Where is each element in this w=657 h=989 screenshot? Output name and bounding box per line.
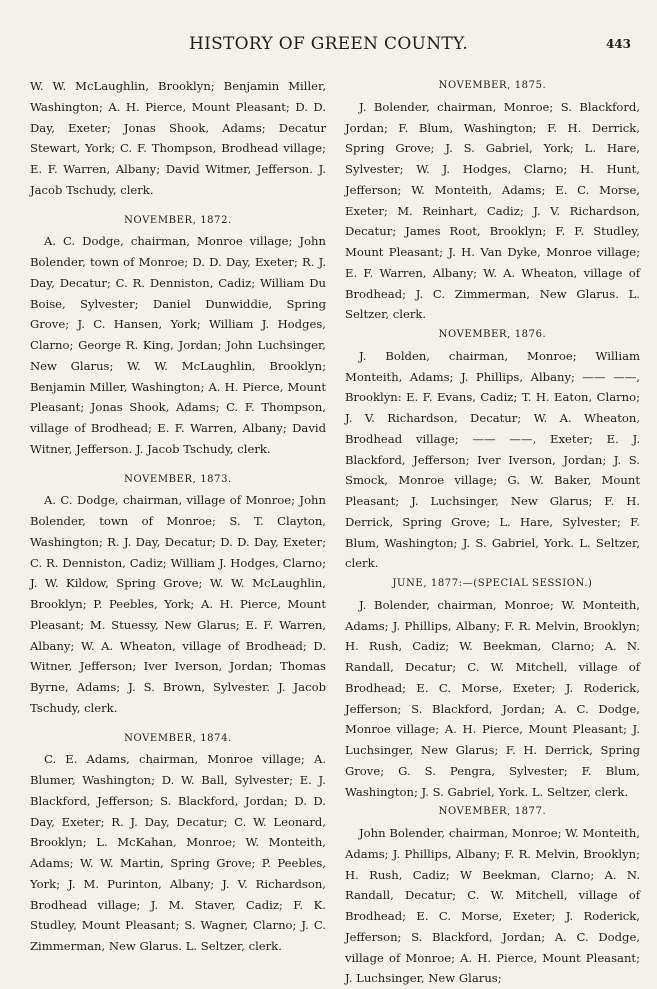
paragraph-nov-1872: A. C. Dodge, chairman, Monroe village; John Bolender, town of Monroe; D. D. Day, Exeter; R. J. Day, Decatur; C. R. Denniston, Cadiz; William Du Boise, Sylvester; Daniel Dunwiddie, Spring Grove; J. C. Hansen, York; William J. Hodges, Clarno; George R. King, Jordan; John Luchsinger, New Glarus; W. W. McLaughlin, Brooklyn; Benjamin Miller, Washington; A. H. Pierce, Mount Pleasant; Jonas Shook, Adams; C. F. Thompson, village of Brodhead; E. F. Warren, Albany; David Witner, Jefferson. J. Jacob Tschudy, clerk.	[30, 234, 326, 456]
paragraph-nov-1877: John Bolender, chairman, Monroe; W. Monteith, Adams; J. Phillips, Albany; F. R. Melvin, Brooklyn; H. Rush, Cadiz; W Beekman, Clarno; A. N. Randall, Decatur; C. W. Mitchell, village of Brodhead; E. C. Morse, Exeter; J. Roderick, Jefferson; S. Blackford, Jordan; A. C. Dodge, village of Monroe; A. H. Pierce, Mount Pleasant; J. Luchsinger, New Glarus;	[345, 826, 640, 986]
section-heading-nov-1872: NOVEMBER, 1872.	[124, 214, 232, 226]
paragraph-nov-1874: C. E. Adams, chairman, Monroe village; A. Blumer, Washington; D. W. Ball, Sylvester; E. J. Blackford, Jefferson; S. Blackford, Jordan; D. D. Day, Exeter; R. J. Day, Decatur; C. W. Leonard, Brooklyn; L. McKahan, Monroe; W. Monteith, Adams; W. W. Martin, Spring Grove; P. Peebles, York; J. M. Purinton, Albany; J. V. Richardson, Brodhead village; J. M. Staver, Cadiz; F. K. Studley, Mount Pleasant; S. Wagner, Clarno; J. C. Zimmerman, New Glarus. L. Seltzer, clerk.	[30, 752, 326, 953]
section-heading-nov-1874: NOVEMBER, 1874.	[124, 732, 232, 744]
paragraph-nov-1876: J. Bolden, chairman, Monroe; William Monteith, Adams; J. Phillips, Albany; —— ——, Brooklyn: E. F. Evans, Cadiz; T. H. Eaton, Clarno; J. V. Richardson, Decatur; W. A. Wheaton, Brodhead village; —— ——, Exeter; E. J. Blackford, Jefferson; Iver Iverson, Jordan; J. S. Smock, Monroe village; G. W. Baker, Mount Pleasant; J. Luchsinger, New Glarus; F. H. Derrick, Spring Grove; L. Hare, Sylvester; F. Blum, Washington; J. S. Gabriel, York. L. Seltzer, clerk.	[345, 348, 640, 571]
paragraph-june-1877: J. Bolender, chairman, Monroe; W. Monteith, Adams; J. Phillips, Albany; F. R. Melvin, Brooklyn; H. Rush, Cadiz; W. Beekman, Clarno; A. N. Randall, Decatur; C. W. Mitchell, village of Brodhead; E. C. Morse, Exeter; J. Roderick, Jefferson; S. Blackford, Jordan; A. C. Dodge, Monroe village; A. H. Pierce, Mount Pleasant; J. Luchsinger, New Glarus; F. H. Derrick, Spring Grove; G. S. Pengra, Sylvester; F. Blum, Washington; J. S. Gabriel, York. L. Seltzer, clerk.	[345, 597, 640, 799]
left-column	[30, 76, 326, 957]
paragraph-nov-1875: J. Bolender, chairman, Monroe; S. Blackford, Jordan; F. Blum, Washington; F. H. Derrick, Spring Grove; J. S. Gabriel, York; L. Hare, Sylvester; W. J. Hodges, Clarno; H. Hunt, Jefferson; W. Monteith, Adams; E. C. Morse, Exeter; M. Reinhart, Cadiz; J. V. Richardson, Decatur; James Root, Brooklyn; F. F. Studley, Mount Pleasant; J. H. Van Dyke, Monroe village; E. F. Warren, Albany; W. A. Wheaton, village of Brodhead; J. C. Zimmerman, New Glarus. L. Seltzer, clerk.	[345, 99, 640, 322]
section-heading-nov-1877: NOVEMBER, 1877.	[438, 806, 547, 818]
paragraph-nov-1873: A. C. Dodge, chairman, village of Monroe; John Bolender, town of Monroe; S. T. Clayton, Washington; R. J. Day, Decatur; D. D. Day, Exeter; C. R. Denniston, Cadiz; William J. Hodges, Clarno; J. W. Kildow, Spring Grove; W. W. McLaughlin, Brooklyn; P. Peebles, York; A. H. Pierce, Mount Pleasant; M. Stuessy, New Glarus; E. F. Warren, Albany; W. A. Wheaton, village of Brodhead; D. Witner, Jefferson; Iver Iverson, Jordan; Thomas Byrne, Adams; J. S. Brown, Sylvester. J. Jacob Tschudy, clerk.	[30, 493, 326, 715]
right-column	[345, 76, 640, 989]
paragraph-continued: W. W. McLaughlin, Brooklyn; Benjamin Miller, Washington; A. H. Pierce, Mount Pleasant; D. D. Day, Exeter; Jonas Shook, Adams; Decatur Stewart, York; C. F. Thompson, Brodhead village; E. F. Warren, Albany; David Witmer, Jefferson. J. Jacob Tschudy, clerk.	[30, 79, 326, 197]
page-number: 443	[605, 37, 631, 51]
running-title: HISTORY OF GREEN COUNTY.	[188, 34, 469, 54]
section-heading-nov-1875: NOVEMBER, 1875.	[438, 80, 547, 91]
page-header	[0, 34, 657, 56]
section-heading-june-1877: JUNE, 1877:—(SPECIAL SESSION.)	[392, 578, 593, 589]
section-heading-nov-1876: NOVEMBER, 1876.	[438, 329, 547, 340]
section-heading-nov-1873: NOVEMBER, 1873.	[124, 473, 232, 485]
